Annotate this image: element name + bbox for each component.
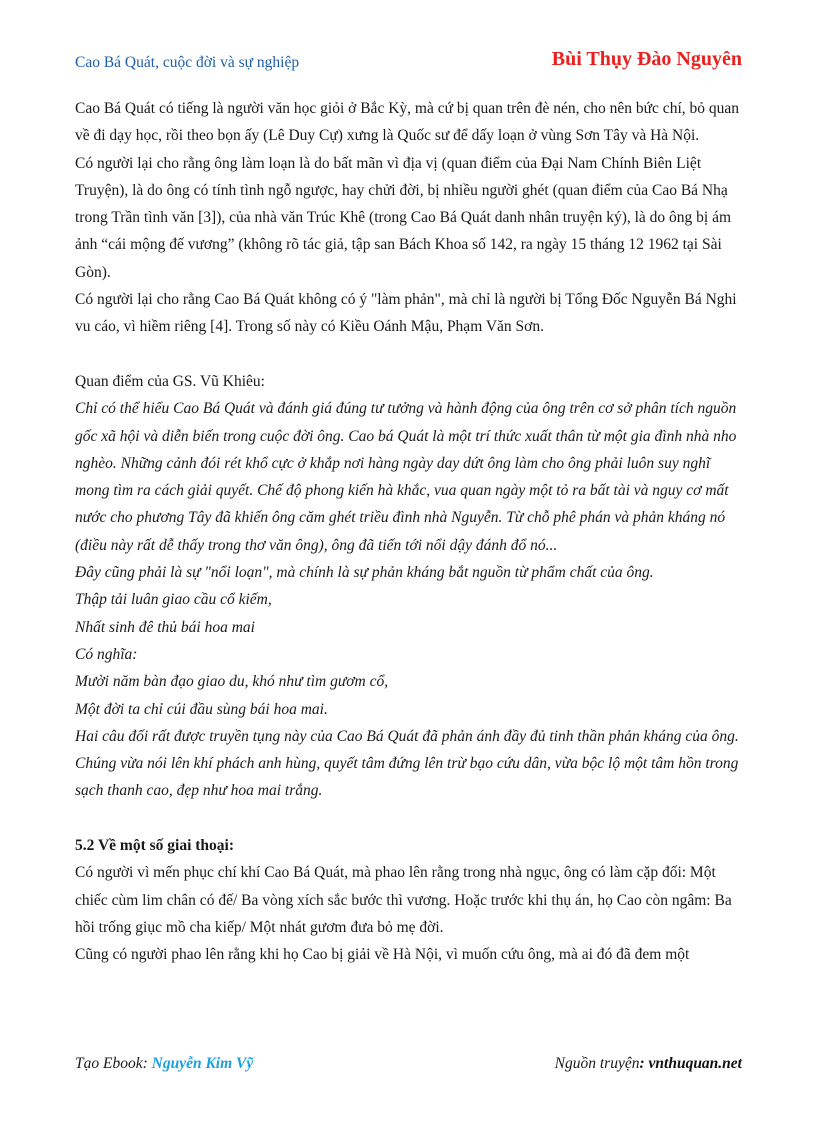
section-heading: 5.2 Về một số giai thoại: [75,837,235,855]
paragraph: Có người vì mến phục chí khí Cao Bá Quát, mà phao lên rằng trong nhà ngục, ông có làm cặp đối: Một chiếc cùm lim chân có đế/ Ba vòng xích sắc bước thì vương. Hoặc trước khi thụ án, họ Cao còn ngâm: Ba hồi trống giục mồ cha kiếp/ Một nhát gươm đưa bỏ mẹ đời. [75,864,732,936]
book-title: Cao Bá Quát, cuộc đời và sự nghiệp [75,54,300,71]
source-site-link[interactable]: vnthuquan.net [648,1055,742,1072]
spacer [75,341,743,368]
author-name: Bùi Thụy Đào Nguyên [551,48,742,70]
paragraph: Cao Bá Quát có tiếng là người văn học giỏi ở Bắc Kỳ, mà cứ bị quan trên đè nén, cho nên bức chí, bỏ quan về đi dạy học, rồi theo bọn ấy (Lê Duy Cự) xưng là Quốc sư để dấy loạn ở vùng Sơn Tây và Hà Nội. [75,100,740,145]
paragraph: Quan điểm của GS. Vũ Khiêu: [75,372,265,390]
ebook-credit [75,1055,253,1073]
ebook-creator-link[interactable]: Nguyễn Kim Vỹ [151,1055,254,1072]
source-label: Nguồn truyện [554,1055,640,1072]
source-sep: : [639,1055,649,1072]
quote-paragraph: Đây cũng phải là sự "nổi loạn", mà chính là sự phản kháng bắt nguồn từ phẩm chất của ông. [75,564,654,582]
paragraph: Có người lại cho rằng ông làm loạn là do bất mãn vì địa vị (quan điểm của Đại Nam Chính Biên Liệt Truyện), là do ông có tính tình ngỗ ngược, hay chửi đời, bị nhiều người ghét (quan điểm của Cao Bá Nhạ trong Trần tình văn [3]), của nhà văn Trúc Khê (trong Cao Bá Quát danh nhân truyện ký), là do ông bị ám ảnh “cái mộng đế vương” (không rõ tác giả, tập san Bách Khoa số 142, ra ngày 15 tháng 12 1962 tại Sài Gòn). [75,154,732,281]
page-body [75,95,743,969]
ebook-sep: : [142,1055,152,1072]
page-header [75,48,742,78]
paragraph: Cũng có người phao lên rằng khi họ Cao bị giải về Hà Nội, vì muốn cứu ông, mà ai đó đã đem một [75,946,690,964]
source-credit [555,1055,742,1073]
spacer [75,805,743,832]
paragraph: Có người lại cho rằng Cao Bá Quát không có ý "làm phản", mà chỉ là người bị Tổng Đốc Nguyễn Bá Nghi vu cáo, vì hiềm riêng [4]. Trong số này có Kiều Oánh Mậu, Phạm Văn Sơn. [75,291,737,336]
quote-paragraph: Có nghĩa: [75,645,138,663]
quote-paragraph: Chỉ có thể hiểu Cao Bá Quát và đánh giá đúng tư tưởng và hành động của ông trên cơ sở phân tích nguồn gốc xã hội và diễn biến trong cuộc đời ông. Cao bá Quát là một trí thức xuất thân từ một gia đình nhà nho nghèo. Những cảnh đói rét khổ cực ở khắp nơi hàng ngày day dứt ông làm cho ông phải luôn suy nghĩ mong tìm ra cách giải quyết. Chế độ phong kiến hà khắc, vua quan ngày một tỏ ra bất tài và nguy cơ mất nước cho phương Tây đã khiến ông căm ghét triều đình nhà Nguyễn. Từ chỗ phê phán và phản kháng nó (điều này rất dễ thấy trong thơ văn ông), ông đã tiến tới nổi dậy đánh đổ nó... [75,400,737,554]
poem-line: Thập tải luân giao cầu cổ kiếm, [75,591,272,609]
poem-line: Nhất sinh đê thủ bái hoa mai [75,618,255,636]
poem-line: Một đời ta chỉ cúi đầu sùng bái hoa mai. [75,700,328,718]
poem-line: Mười năm bàn đạo giao du, khó như tìm gươm cổ, [75,673,389,691]
ebook-label: Tạo Ebook [75,1055,143,1072]
quote-paragraph: Hai câu đối rất được truyền tụng này của Cao Bá Quát đã phản ánh đầy đủ tinh thần phản kháng của ông. Chúng vừa nói lên khí phách anh hùng, quyết tâm đứng lên trừ bạo cứu dân, vừa bộc lộ một tâm hồn trong sạch thanh cao, đẹp như hoa mai trắng. [75,727,739,800]
